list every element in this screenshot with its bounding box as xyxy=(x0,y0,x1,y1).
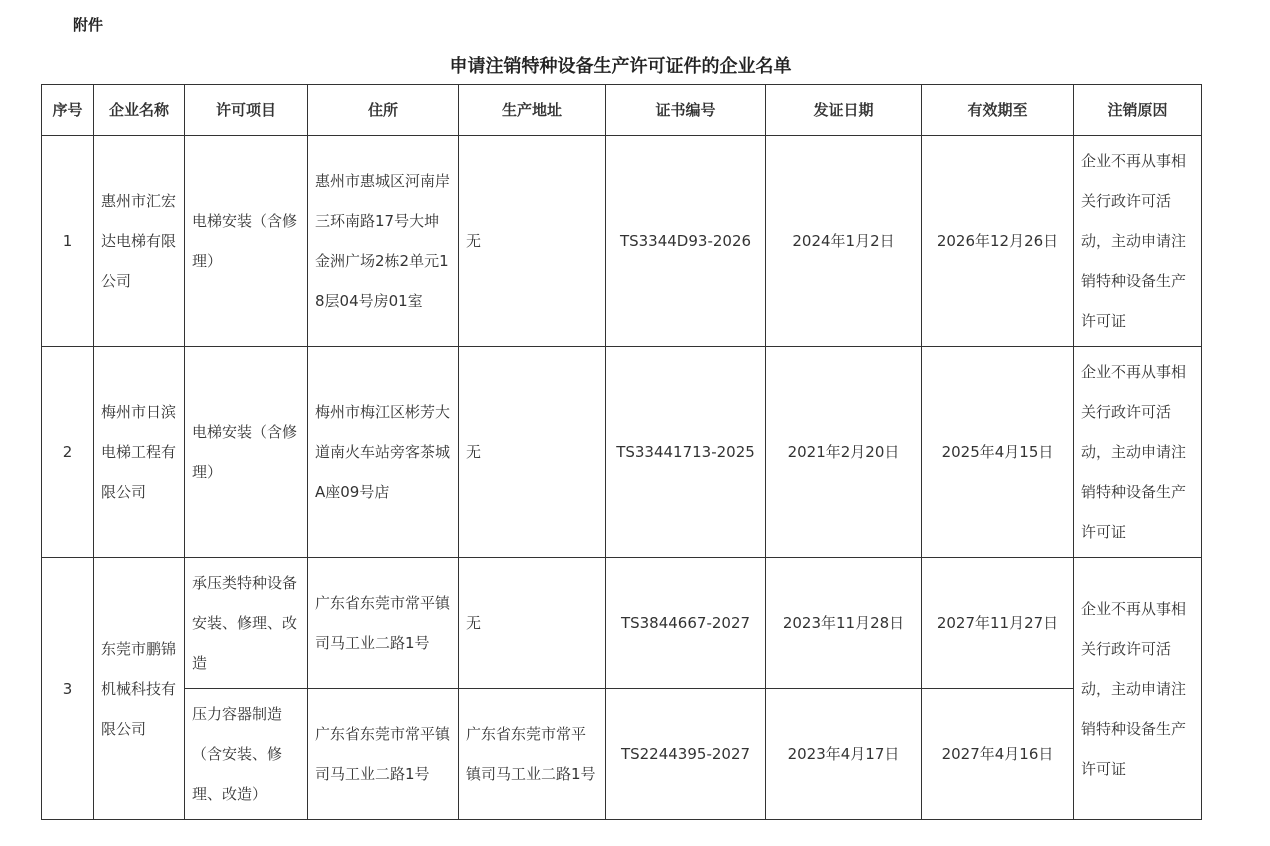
cell-address: 广东省东莞市常平镇司马工业二路1号 xyxy=(308,689,459,820)
header-issue-date: 发证日期 xyxy=(766,85,922,136)
header-valid-until: 有效期至 xyxy=(922,85,1074,136)
header-item: 许可项目 xyxy=(185,85,308,136)
cell-production-address: 广东省东莞市常平镇司马工业二路1号 xyxy=(459,689,606,820)
cell-issue-date: 2023年11月28日 xyxy=(766,558,922,689)
header-index: 序号 xyxy=(42,85,94,136)
header-production-address: 生产地址 xyxy=(459,85,606,136)
cell-issue-date: 2023年4月17日 xyxy=(766,689,922,820)
table-row xyxy=(42,689,1202,820)
page-title: 申请注销特种设备生产许可证件的企业名单 xyxy=(449,56,792,77)
cell-address: 惠州市惠城区河南岸三环南路17号大坤金洲广场2栋2单元18层04号房01室 xyxy=(308,136,459,347)
cell-production-address: 无 xyxy=(459,558,606,689)
cell-item: 电梯安装（含修理） xyxy=(185,347,308,558)
header-company: 企业名称 xyxy=(94,85,185,136)
cell-item: 电梯安装（含修理） xyxy=(185,136,308,347)
cell-reason: 企业不再从事相关行政许可活动，主动申请注销特种设备生产许可证 xyxy=(1074,136,1202,347)
cell-cert-no: TS2244395-2027 xyxy=(606,689,766,820)
header-reason: 注销原因 xyxy=(1074,85,1202,136)
cell-address: 梅州市梅江区彬芳大道南火车站旁客茶城A座09号店 xyxy=(308,347,459,558)
enterprise-table xyxy=(41,84,1202,820)
header-row xyxy=(42,85,1202,136)
attachment-label: 附件 xyxy=(73,16,104,34)
cell-item: 承压类特种设备安装、修理、改造 xyxy=(185,558,308,689)
cell-valid-until: 2027年11月27日 xyxy=(922,558,1074,689)
table-row xyxy=(42,558,1202,689)
table-row xyxy=(42,347,1202,558)
cell-company: 东莞市鹏锦机械科技有限公司 xyxy=(94,558,185,820)
cell-production-address: 无 xyxy=(459,347,606,558)
cell-cert-no: TS3844667-2027 xyxy=(606,558,766,689)
cell-issue-date: 2021年2月20日 xyxy=(766,347,922,558)
cell-company: 梅州市日滨电梯工程有限公司 xyxy=(94,347,185,558)
cell-address: 广东省东莞市常平镇司马工业二路1号 xyxy=(308,558,459,689)
cell-production-address: 无 xyxy=(459,136,606,347)
cell-cert-no: TS33441713-2025 xyxy=(606,347,766,558)
cell-valid-until: 2026年12月26日 xyxy=(922,136,1074,347)
cell-valid-until: 2025年4月15日 xyxy=(922,347,1074,558)
cell-reason: 企业不再从事相关行政许可活动，主动申请注销特种设备生产许可证 xyxy=(1074,558,1202,820)
cell-cert-no: TS3344D93-2026 xyxy=(606,136,766,347)
cell-issue-date: 2024年1月2日 xyxy=(766,136,922,347)
cell-index: 1 xyxy=(42,136,94,347)
cell-item: 压力容器制造（含安装、修理、改造） xyxy=(185,689,308,820)
header-address: 住所 xyxy=(308,85,459,136)
table-row xyxy=(42,136,1202,347)
cell-valid-until: 2027年4月16日 xyxy=(922,689,1074,820)
cell-company: 惠州市汇宏达电梯有限公司 xyxy=(94,136,185,347)
header-cert-no: 证书编号 xyxy=(606,85,766,136)
cell-index: 2 xyxy=(42,347,94,558)
cell-reason: 企业不再从事相关行政许可活动，主动申请注销特种设备生产许可证 xyxy=(1074,347,1202,558)
cell-index: 3 xyxy=(42,558,94,820)
